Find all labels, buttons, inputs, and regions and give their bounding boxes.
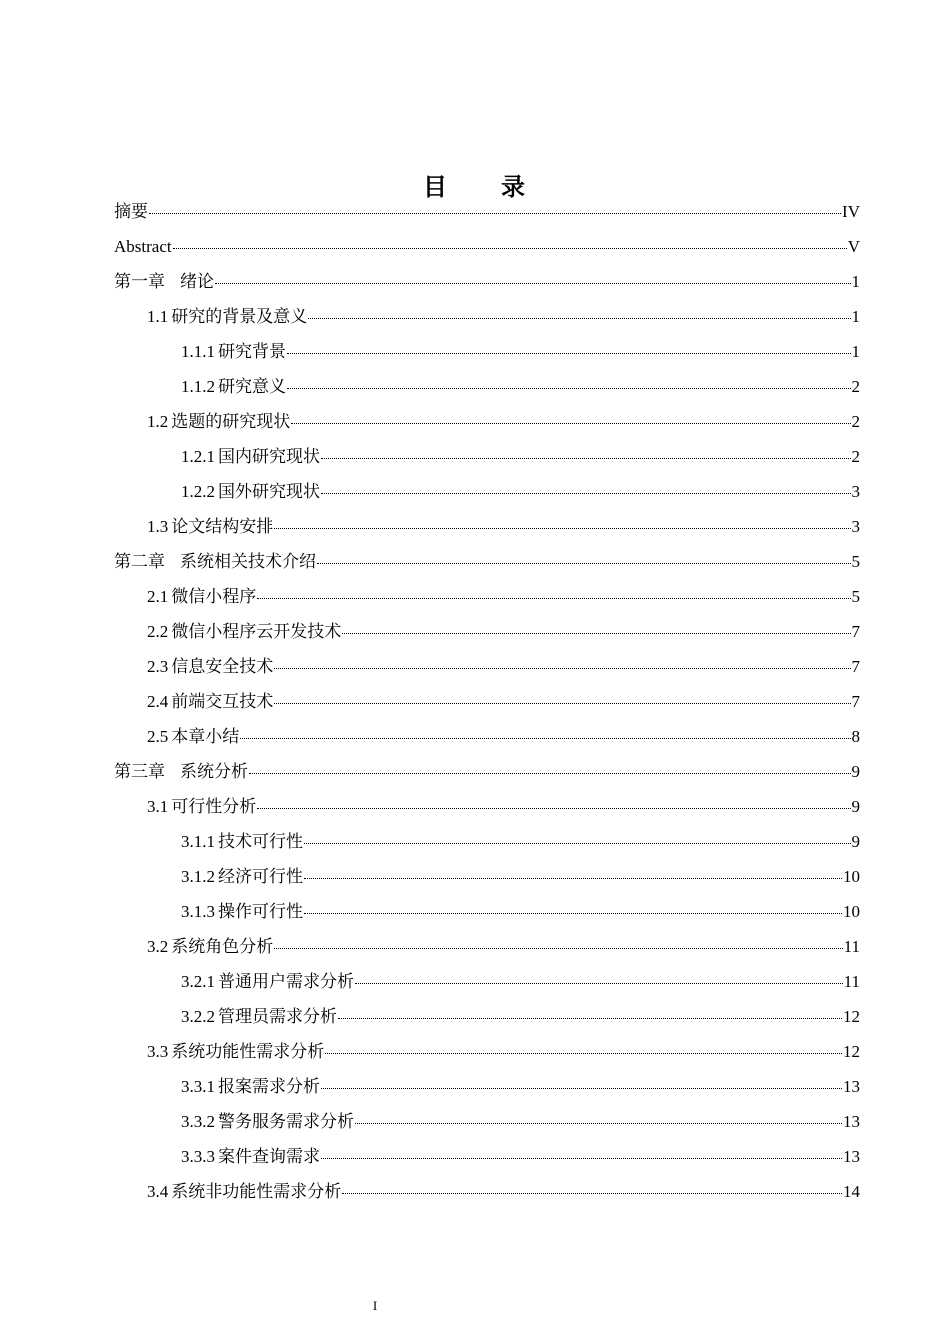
toc-entry-title: 案件查询需求 xyxy=(218,1147,320,1166)
toc-entry-title: 微信小程序 xyxy=(171,587,257,606)
toc-entry-page: IV xyxy=(842,202,860,221)
dot-leader xyxy=(342,1180,842,1197)
toc-entry-label xyxy=(181,964,354,999)
dot-leader xyxy=(304,830,851,847)
toc-entry-label xyxy=(181,439,320,474)
dot-leader xyxy=(215,270,851,287)
toc-entry-label xyxy=(147,929,273,964)
toc-entry-number: 第二章 xyxy=(114,552,165,571)
toc-entry-title: 微信小程序云开发技术 xyxy=(171,622,342,641)
toc-entry[interactable] xyxy=(114,929,860,964)
toc-entry-page: 11 xyxy=(843,972,860,991)
toc-entry-title: 本章小结 xyxy=(171,727,240,746)
toc-entry-title: 技术可行性 xyxy=(218,832,303,851)
toc-entry-number: 1.2.1 xyxy=(181,447,215,466)
toc-entry-label xyxy=(181,894,303,929)
toc-entry-page: 2 xyxy=(851,447,860,466)
toc-entry[interactable] xyxy=(114,579,860,614)
toc-entry[interactable] xyxy=(114,404,860,439)
toc-entry[interactable] xyxy=(114,439,860,474)
toc-entry-label xyxy=(181,1104,354,1139)
page-number: I xyxy=(372,1298,378,1313)
toc-entry-number: 1.2 xyxy=(147,412,169,431)
dot-leader xyxy=(355,1110,842,1127)
toc-entry-page: 9 xyxy=(851,832,860,851)
toc-entry-label xyxy=(181,369,286,404)
toc-entry-number: 3.1 xyxy=(147,797,169,816)
toc-entry-page: 3 xyxy=(851,517,860,536)
toc-entry-title: 研究的背景及意义 xyxy=(171,307,308,326)
toc-entry-page: 12 xyxy=(843,1007,860,1026)
table-of-contents xyxy=(114,194,860,1209)
toc-entry-page: 3 xyxy=(851,482,860,501)
dot-leader xyxy=(325,1040,842,1057)
toc-entry[interactable] xyxy=(114,509,860,544)
toc-entry[interactable] xyxy=(114,894,860,929)
dot-leader xyxy=(291,410,850,427)
toc-entry-title: 经济可行性 xyxy=(218,867,303,886)
toc-entry-number: 3.1.3 xyxy=(181,902,215,921)
toc-entry-label xyxy=(147,1034,324,1069)
dot-leader xyxy=(304,865,842,882)
toc-entry-number: 2.3 xyxy=(147,657,169,676)
toc-entry-title: 系统非功能性需求分析 xyxy=(171,1182,342,1201)
toc-entry-page: 5 xyxy=(851,587,860,606)
toc-entry-page: 13 xyxy=(843,1112,860,1131)
toc-entry-title: 摘要 xyxy=(114,202,148,221)
toc-entry-page: 14 xyxy=(843,1182,860,1201)
toc-entry-title: 系统相关技术介绍 xyxy=(180,552,316,571)
toc-entry[interactable] xyxy=(114,194,860,229)
toc-entry-page: 12 xyxy=(843,1042,860,1061)
toc-entry-page: 9 xyxy=(851,797,860,816)
dot-leader xyxy=(257,795,850,812)
toc-entry-title: 报案需求分析 xyxy=(218,1077,320,1096)
toc-entry-number: 第一章 xyxy=(114,272,165,291)
toc-entry-title: 系统功能性需求分析 xyxy=(171,1042,325,1061)
toc-entry[interactable] xyxy=(114,1139,860,1174)
toc-entry-label xyxy=(114,544,316,579)
toc-entry-label xyxy=(147,1174,341,1209)
toc-entry-title: 选题的研究现状 xyxy=(171,412,291,431)
toc-entry-page: 10 xyxy=(843,867,860,886)
toc-entry-label xyxy=(181,1139,320,1174)
toc-entry[interactable] xyxy=(114,1174,860,1209)
toc-entry-label xyxy=(147,684,273,719)
toc-entry[interactable] xyxy=(114,474,860,509)
toc-entry-page: 10 xyxy=(843,902,860,921)
toc-entry-number: 1.3 xyxy=(147,517,169,536)
dot-leader xyxy=(257,585,850,602)
toc-entry-number: 3.2 xyxy=(147,937,169,956)
toc-entry-page: 5 xyxy=(851,552,860,571)
toc-entry-number: 2.4 xyxy=(147,692,169,711)
toc-entry-label xyxy=(147,509,273,544)
toc-entry-label xyxy=(147,649,273,684)
toc-entry-number: 3.3 xyxy=(147,1042,169,1061)
toc-entry[interactable] xyxy=(114,999,860,1034)
toc-entry-title: 国外研究现状 xyxy=(218,482,320,501)
toc-entry-title: Abstract xyxy=(114,237,172,256)
toc-entry-number: 1.1.2 xyxy=(181,377,215,396)
toc-entry-label xyxy=(181,1069,320,1104)
toc-entry-title: 管理员需求分析 xyxy=(218,1007,337,1026)
toc-entry-number: 第三章 xyxy=(114,762,165,781)
dot-leader xyxy=(240,725,850,742)
toc-entry[interactable] xyxy=(114,754,860,789)
dot-leader xyxy=(321,1145,842,1162)
toc-title-char-2: 录 xyxy=(501,173,527,202)
toc-entry-number: 3.3.1 xyxy=(181,1077,215,1096)
toc-entry-title: 前端交互技术 xyxy=(171,692,274,711)
toc-entry-number: 3.2.1 xyxy=(181,972,215,991)
toc-entry-label xyxy=(147,579,256,614)
toc-entry-title: 论文结构安排 xyxy=(171,517,274,536)
toc-entry-label xyxy=(181,474,320,509)
toc-entry-number: 1.1 xyxy=(147,307,169,326)
toc-entry[interactable] xyxy=(114,614,860,649)
toc-entry[interactable] xyxy=(114,264,860,299)
toc-entry[interactable] xyxy=(114,1069,860,1104)
toc-entry-page: 7 xyxy=(851,692,860,711)
toc-entry-label xyxy=(147,789,256,824)
toc-entry-number: 1.2.2 xyxy=(181,482,215,501)
toc-entry-title: 普通用户需求分析 xyxy=(218,972,354,991)
dot-leader xyxy=(274,515,850,532)
dot-leader xyxy=(274,935,842,952)
toc-entry-page: 7 xyxy=(851,657,860,676)
toc-entry-title: 研究背景 xyxy=(218,342,286,361)
toc-entry-number: 2.1 xyxy=(147,587,169,606)
toc-entry-page: 13 xyxy=(843,1077,860,1096)
toc-entry-number: 3.3.3 xyxy=(181,1147,215,1166)
toc-entry-number: 3.4 xyxy=(147,1182,169,1201)
toc-entry-number: 3.2.2 xyxy=(181,1007,215,1026)
toc-entry[interactable] xyxy=(114,1104,860,1139)
toc-entry-page: 8 xyxy=(851,727,860,746)
dot-leader xyxy=(274,690,850,707)
toc-entry-page: 2 xyxy=(851,412,860,431)
toc-entry[interactable] xyxy=(114,719,860,754)
toc-entry-page: 9 xyxy=(851,762,860,781)
toc-entry[interactable] xyxy=(114,229,860,264)
toc-entry-title: 可行性分析 xyxy=(171,797,257,816)
toc-entry[interactable] xyxy=(114,369,860,404)
toc-entry-title: 系统角色分析 xyxy=(171,937,274,956)
toc-entry-title: 信息安全技术 xyxy=(171,657,274,676)
toc-entry[interactable] xyxy=(114,649,860,684)
dot-leader xyxy=(321,445,851,462)
toc-entry-label xyxy=(147,719,239,754)
dot-leader xyxy=(355,970,843,987)
toc-entry-page: 1 xyxy=(851,272,860,291)
dot-leader xyxy=(149,200,841,217)
toc-entry[interactable] xyxy=(114,1034,860,1069)
toc-entry[interactable] xyxy=(114,824,860,859)
toc-entry-page: 1 xyxy=(851,342,860,361)
toc-entry[interactable] xyxy=(114,789,860,824)
dot-leader xyxy=(287,340,851,357)
toc-entry-page: 13 xyxy=(843,1147,860,1166)
toc-entry-number: 3.1.1 xyxy=(181,832,215,851)
toc-entry-label xyxy=(114,754,248,789)
toc-entry[interactable] xyxy=(114,684,860,719)
toc-entry[interactable] xyxy=(114,299,860,334)
toc-entry-number: 2.5 xyxy=(147,727,169,746)
toc-entry-page: 1 xyxy=(851,307,860,326)
toc-entry[interactable] xyxy=(114,334,860,369)
toc-entry-title: 绪论 xyxy=(180,272,214,291)
toc-entry-title: 警务服务需求分析 xyxy=(218,1112,354,1131)
dot-leader xyxy=(274,655,850,672)
toc-entry[interactable] xyxy=(114,544,860,579)
toc-entry-label xyxy=(181,824,303,859)
toc-entry-page: 7 xyxy=(851,622,860,641)
dot-leader xyxy=(317,550,851,567)
toc-entry-title: 操作可行性 xyxy=(218,902,303,921)
toc-entry-label xyxy=(147,614,341,649)
toc-entry-label xyxy=(114,229,172,264)
toc-entry-number: 3.3.2 xyxy=(181,1112,215,1131)
toc-entry-number: 1.1.1 xyxy=(181,342,215,361)
toc-entry-label xyxy=(181,334,286,369)
toc-entry-page: V xyxy=(847,237,860,256)
dot-leader xyxy=(249,760,851,777)
toc-entry[interactable] xyxy=(114,859,860,894)
dot-leader xyxy=(338,1005,842,1022)
toc-entry-label xyxy=(181,859,303,894)
dot-leader xyxy=(173,235,847,252)
dot-leader xyxy=(308,305,850,322)
toc-entry-number: 3.1.2 xyxy=(181,867,215,886)
toc-entry-label xyxy=(114,264,214,299)
dot-leader xyxy=(304,900,842,917)
toc-entry-label xyxy=(147,404,290,439)
toc-entry-title: 研究意义 xyxy=(218,377,286,396)
toc-entry-label xyxy=(114,194,148,229)
toc-entry-label xyxy=(181,999,337,1034)
dot-leader xyxy=(321,480,851,497)
toc-entry[interactable] xyxy=(114,964,860,999)
toc-entry-page: 2 xyxy=(851,377,860,396)
dot-leader xyxy=(287,375,851,392)
toc-entry-title: 系统分析 xyxy=(180,762,248,781)
toc-entry-title: 国内研究现状 xyxy=(218,447,320,466)
dot-leader xyxy=(321,1075,842,1092)
toc-title-char-1: 目 xyxy=(423,173,449,202)
toc-entry-page: 11 xyxy=(843,937,860,956)
toc-entry-label xyxy=(147,299,307,334)
dot-leader xyxy=(342,620,850,637)
toc-entry-number: 2.2 xyxy=(147,622,169,641)
